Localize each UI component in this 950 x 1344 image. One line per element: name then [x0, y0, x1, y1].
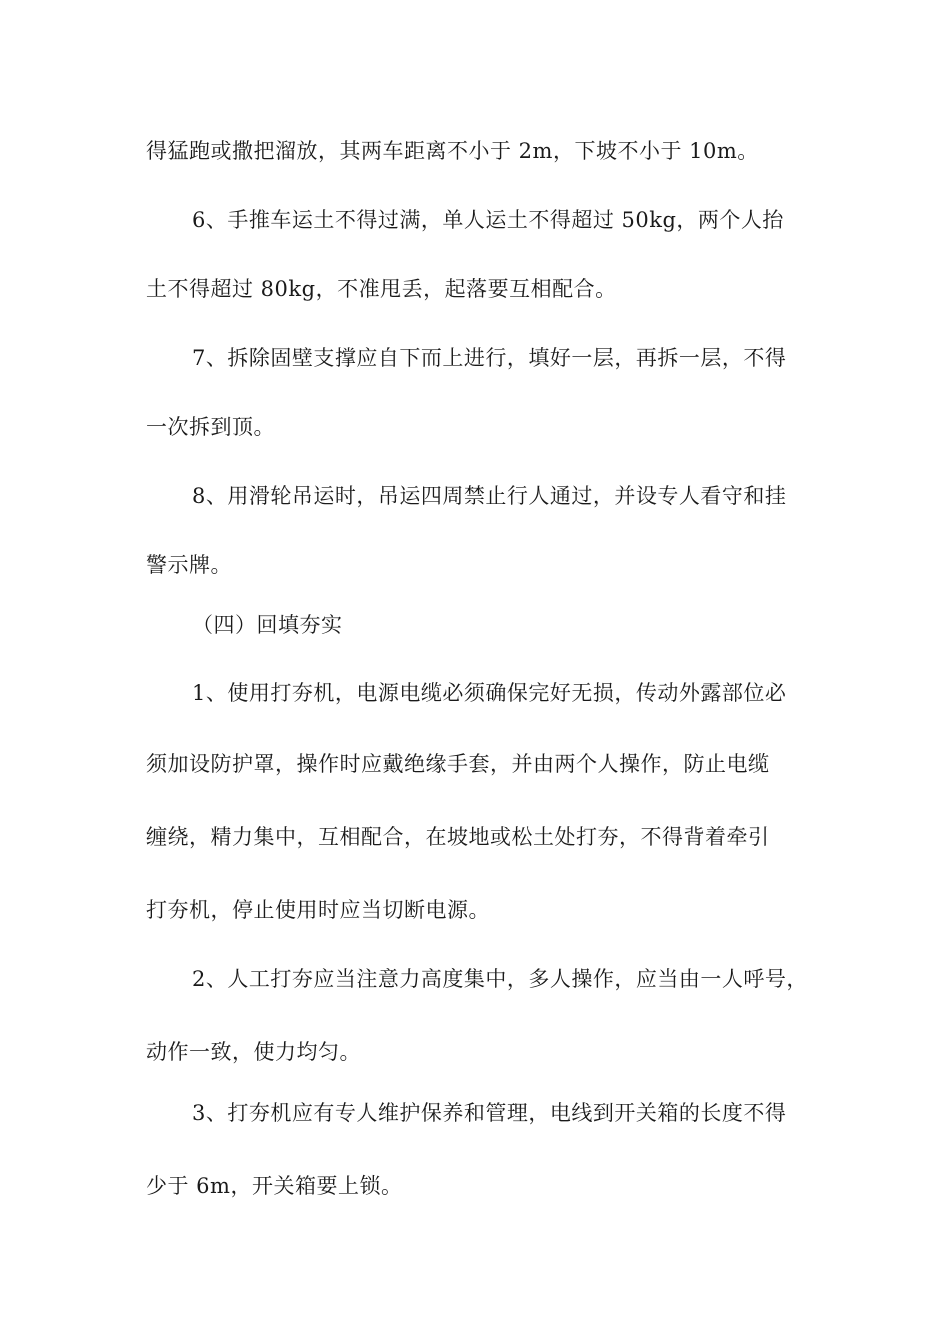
paragraph-line: 3、打夯机应有专人维护保养和管理，电线到开关箱的长度不得 — [192, 1101, 787, 1125]
paragraph-line: 打夯机，停止使用时应当切断电源。 — [146, 898, 490, 922]
paragraph-line: 6、手推车运土不得过满，单人运土不得超过 50kg，两个人抬 — [192, 208, 784, 232]
paragraph-line: 7、拆除固壁支撑应自下而上进行，填好一层，再拆一层，不得 — [192, 346, 787, 370]
section-heading: （四）回填夯实 — [192, 613, 343, 637]
paragraph-line: 一次拆到顶。 — [146, 415, 275, 439]
paragraph-line: 须加设防护罩，操作时应戴绝缘手套，并由两个人操作，防止电缆 — [146, 752, 770, 776]
paragraph-line: 缠绕，精力集中，互相配合，在坡地或松土处打夯，不得背着牵引 — [146, 825, 770, 849]
paragraph-line: 2、人工打夯应当注意力高度集中，多人操作，应当由一人呼号， — [192, 967, 808, 991]
paragraph-line: 少于 6m，开关箱要上锁。 — [146, 1174, 403, 1198]
paragraph-line: 得猛跑或撒把溜放，其两车距离不小于 2m，下坡不小于 10m。 — [146, 139, 759, 163]
paragraph-line: 警示牌。 — [146, 553, 232, 577]
paragraph-line: 8、用滑轮吊运时，吊运四周禁止行人通过，并设专人看守和挂 — [192, 484, 787, 508]
paragraph-line: 1、使用打夯机，电源电缆必须确保完好无损，传动外露部位必 — [192, 681, 787, 705]
paragraph-line: 动作一致，使力均匀。 — [146, 1040, 361, 1064]
paragraph-line: 土不得超过 80kg，不准甩丢，起落要互相配合。 — [146, 277, 617, 301]
